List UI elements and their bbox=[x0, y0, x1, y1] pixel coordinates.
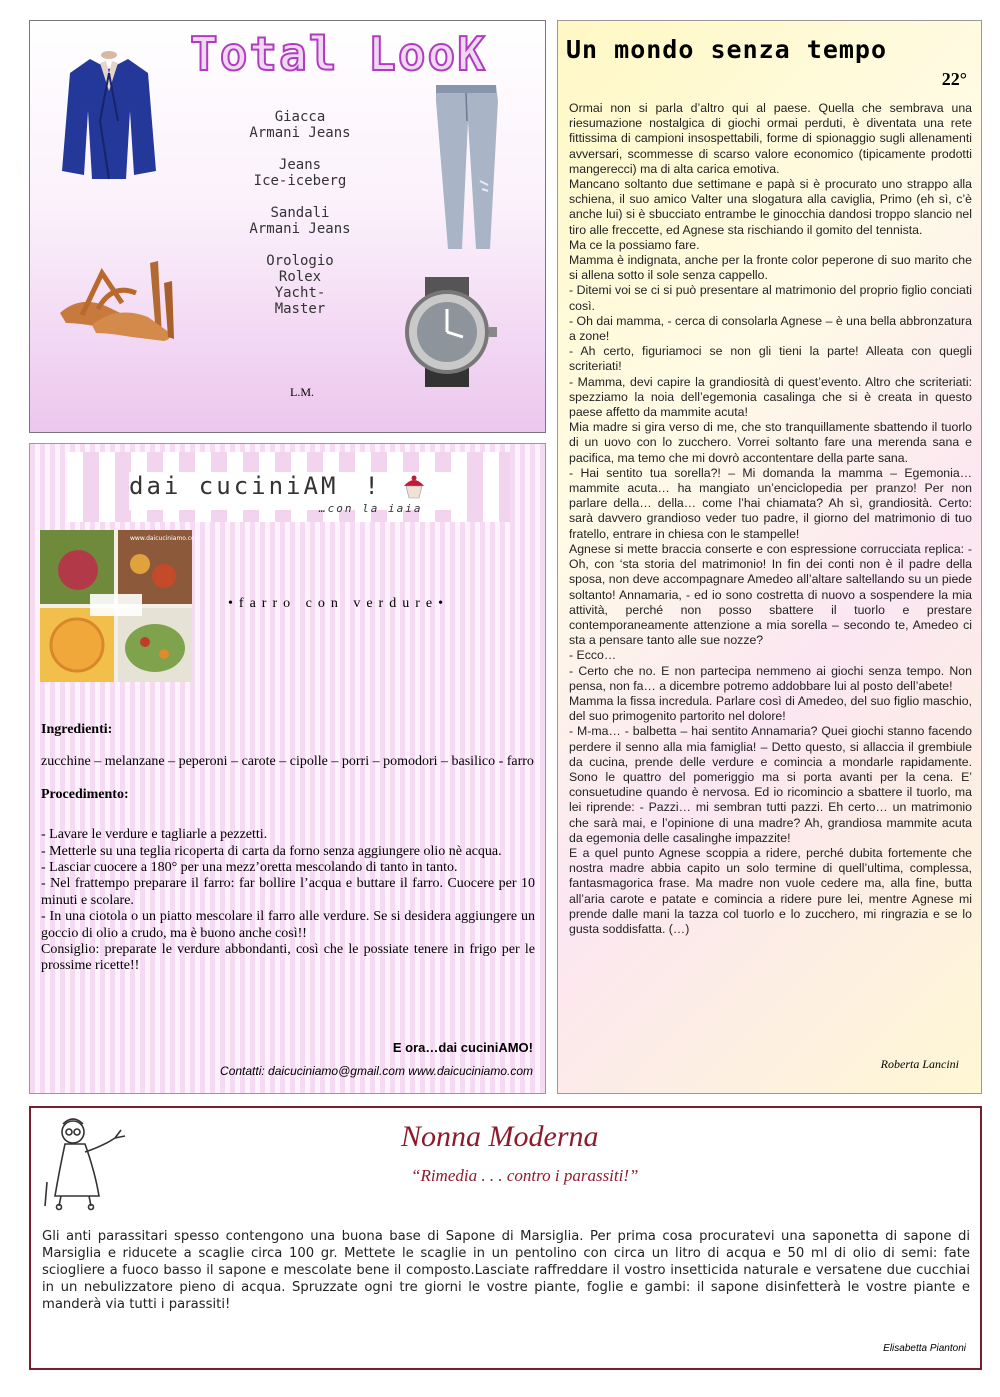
item-watch: Orologio Rolex Yacht-Master bbox=[266, 253, 334, 317]
ingredients-list: zucchine – melanzane – peperoni – carote – cipolle – porri – pomodori – basilico - farro bbox=[41, 754, 534, 770]
paragraph: Ma ce la possiamo fare. bbox=[569, 237, 700, 252]
mondo-episode-number: 22° bbox=[941, 69, 967, 89]
sandals-image bbox=[52, 253, 180, 345]
logo-subtitle: …con la iaia bbox=[319, 502, 423, 515]
jacket-image bbox=[60, 51, 158, 181]
nonna-body: Gli anti parassitari spesso contengono una buona base di Sapone di Marsiglia. Per prima cosa procuratevi una saponetta di sapone di Marsiglia e riducete a scaglie circa 100 gr. Mettete le scaglie in un pentolino con circa un litro di acqua e 50 ml di olio di semi: fate sciogliere a fuoco basso il sapone e mescolate bene il composto.Lasciate raffreddare il vostro insetticida naturale e versatene due cucchiai in un nebulizzatore pieno di acqua. Spruzzate ogni tre giorni le vostre piante, foglie e gambi: il sapone disinfetterà le vostre piante e manderà via tutti i parassiti! bbox=[42, 1229, 970, 1312]
paragraph: Agnese si mette braccia conserte e con espressione corrucciata replica: - Oh, con ‘sta storia del matrimonio! In fin dei conti non è il padre della sposa, non deve accompagnare Amedeo all’altare saltellando su un piede soltanto! Annamaria, - ed io sono costretta di nuovo a sospendere la mia attività, perché non posso sbattere il tuorlo e prestare contemporaneamente attenzione a mia sorella – secondo te, Amedeo ci sta a pensare tanto alle sue nozze? bbox=[569, 541, 972, 648]
recipe-body bbox=[41, 722, 535, 975]
step: - Lavare le verdure e tagliarle a pezzetti. bbox=[41, 827, 268, 843]
photo-caption: www.daicuciniamo.com bbox=[130, 535, 201, 542]
total-look-signature: L.M. bbox=[290, 385, 314, 399]
cucina-contact: Contatti: daicuciniamo@gmail.com www.daicuciniamo.com bbox=[220, 1064, 533, 1078]
logo-text: dai cuciniAM ! bbox=[129, 472, 382, 500]
paragraph: - Hai sentito tua sorella?! – Mi domanda la mamma – Egemonia… mammite acuta… ha mangiato un’enciclopedia per pranzo! Per non parlare della… della… come l’hai chiamata? Ah sì, grandiosità. Certo: sarà davvero grandioso veder tuo padre, il giorno del matrimonio di tuo fratello, entrare in chiesa con le stampelle! bbox=[569, 465, 972, 541]
mondo-title: Un mondo senza tempo bbox=[566, 35, 888, 64]
step: - Nel frattempo preparare il farro: far bollire l’acqua e buttare il farro. Cuocere per 10 minuti e scolare. bbox=[41, 876, 535, 908]
mondo-article bbox=[557, 20, 982, 1094]
item-sandals: Sandali Armani Jeans bbox=[249, 205, 351, 237]
item-jeans: Jeans Ice-iceberg bbox=[253, 157, 347, 189]
nonna-author: Elisabetta Piantoni bbox=[883, 1343, 966, 1354]
cucina-box bbox=[29, 443, 546, 1094]
paragraph: - M-ma… - balbetta – hai sentito Annamaria? Quei giochi stanno facendo perdere il senno alla mia famiglia! – Detto questo, si allaccia il grembiule da cucina, prende delle verdure e comincia a mondarle rapidamente. Sono le quattro del pomeriggio ma si porta avanti per la cena. E’ consuetudine quando è nervosa. Ed io ricomincio a sbattere il tuorlo, ma lei riprende: - Pazzi… mi sembran tutti pazzi. Eh certo… un matrimonio che sarà mai, e l’opinione di una madre? Ah, grandiosa mammite acuta da egemonia delle casalinghe impazzite! bbox=[569, 724, 972, 845]
mondo-body bbox=[569, 101, 972, 937]
paragraph: Mia madre si gira verso di me, che sto tranquillamente sbattendo il tuorlo di un uovo con lo zucchero. Vorrei soltanto fare una merenda sana e pacifica, ma temo che mi dovrò accontentare della parte sana. bbox=[569, 420, 972, 465]
paragraph: - Oh dai mamma, - cerca di consolarla Agnese – è una bella abbronzatura a zone! bbox=[569, 313, 972, 344]
paragraph: Mamma è indignata, anche per la fronte color peperone di suo marito che si allena sotto il sole senza cappello. bbox=[569, 253, 972, 283]
step: - In una ciotola o un piatto mescolare il farro alle verdure. Se si desidera aggiungere un goccio di olio a crudo, ma è buono anche così!! bbox=[41, 909, 535, 941]
paragraph: - Ah certo, figuriamoci se non gli tieni la parte! Alleata con quegli scriteriati! bbox=[569, 344, 972, 374]
cupcake-icon bbox=[401, 474, 427, 500]
paragraph: Mamma la fissa incredula. Parlare così di Amedeo, del suo figlio maschio, del suo primogenito partorito nel dolore! bbox=[569, 693, 972, 724]
paragraph: Ormai non si parla d’altro qui al paese. Quella che sembrava una riesumazione nostalgica di giochi ormai perduti, è diventata una rete fittissima di campioni insospettabili, forme di spionaggio sugli allenamenti avversari, scommesse di scarso valore economico (tipicamente prodotti mangerecci) ma di alta carica emotiva. bbox=[569, 101, 972, 176]
cucina-closing: E ora…dai cuciniAMO! bbox=[392, 1040, 533, 1055]
total-look-title: Total LooK bbox=[190, 27, 487, 81]
recipe-title: •farro con verdure• bbox=[228, 596, 449, 611]
paragraph: - Certo che no. E non partecipa nemmeno ai giochi senza tempo. Non pensa, non fa… a dicembre potremo addobbare lui al posto dell’abete! bbox=[569, 663, 972, 693]
food-photo-collage bbox=[40, 530, 201, 682]
procedure-heading: Procedimento: bbox=[41, 786, 129, 802]
step: - Metterle su una teglia ricoperta di carta da forno senza aggiungere olio nè acqua. bbox=[41, 843, 502, 859]
total-look-items bbox=[210, 109, 390, 333]
total-look-box bbox=[29, 20, 546, 433]
nonna-subtitle: “Rimedia . . . contro i parassiti!” bbox=[411, 1166, 639, 1185]
paragraph: - Mamma, devi capire la grandiosità di quest’evento. Altro che scriteriati: spezziamo la noia dell’egemonia casalinga che si è creata in questo paese affetto da mammite acuta! bbox=[569, 374, 972, 420]
step: Consiglio: preparate le verdure abbondanti, così che le possiate tenere in frigo per le prossime ricette!! bbox=[41, 942, 535, 974]
paragraph: E a quel punto Agnese scoppia a ridere, perché dubita fortemente che nostra madre abbia capito un solo termine di quell’ultima, complessa, fantasmagorica frase. Ma madre non vuole cedere ma, alla fine, butta all’aria carote e patate e comincia a ridere pure lei, mentre Agnese mi prende dalle mani la tazza col tuorlo e lo zucchero, mi ringrazia e se lo gusta soddisfatta. (…) bbox=[569, 845, 972, 936]
nonna-moderna-box bbox=[29, 1106, 982, 1370]
cucina-logo bbox=[129, 472, 459, 515]
ingredients-heading: Ingredienti: bbox=[41, 722, 113, 737]
nonna-title: Nonna Moderna bbox=[401, 1120, 599, 1153]
jeans-image bbox=[430, 81, 504, 253]
cucina-banner bbox=[67, 452, 510, 522]
watch-image bbox=[395, 277, 499, 387]
grandma-icon bbox=[39, 1112, 131, 1210]
step: - Lasciar cuocere a 180° per una mezz’oretta mescolando di tanto in tanto. bbox=[41, 860, 458, 876]
paragraph: - Ditemi voi se ci si può presentare al matrimonio del proprio figlio conciati così. bbox=[569, 283, 972, 313]
item-jacket: Giacca Armani Jeans bbox=[249, 109, 351, 141]
paragraph: Mancano soltanto due settimane e papà si è procurato uno strappo alla schiena, il suo amico Valter una slogatura alla caviglia, Primo (eh sì, c’è anche lui) si è sbucciato entrambe le ginocchia dandosi troppo slancio nel tiro alle freccette, ed Agnese sta rischiando il gomito del tennista. bbox=[569, 177, 972, 237]
mondo-author: Roberta Lancini bbox=[880, 1057, 959, 1071]
procedure-steps bbox=[41, 827, 535, 975]
paragraph: - Ecco… bbox=[569, 648, 617, 663]
